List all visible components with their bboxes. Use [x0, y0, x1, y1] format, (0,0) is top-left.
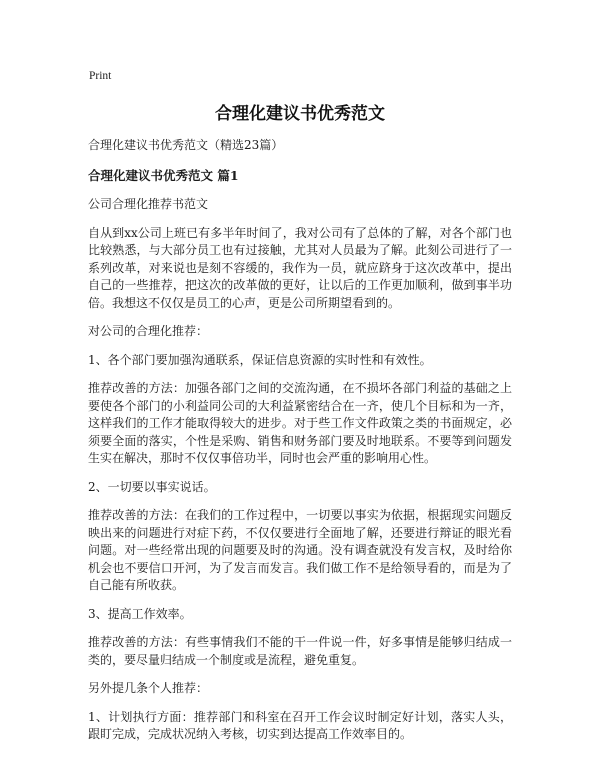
document-subtitle: 合理化建议书优秀范文（精选23篇）: [88, 138, 284, 152]
paragraph: 3、提高工作效率。: [88, 606, 192, 621]
paragraph: 2、一切要以事实说话。: [88, 479, 216, 494]
paragraph: 1、计划执行方面：推荐部门和科室在召开工作会议时制定好计划，落实人头，跟盯完成，完成状况纳入考核，切实到达提高工作效率目的。: [88, 709, 512, 741]
paragraph: 推荐改善的方法：加强各部门之间的交流沟通，在不损坏各部门利益的基础之上要使各个部门的小利益同公司的大利益紧密结合在一齐，使几个目标和为一齐，这样我们的工作才能取得较大的进步。对于些工作文件政策之类的书面规定，必须要全面的落实，个性是采购、销售和财务部门要及时地联系。不要等到问题发生实在解决，那时不仅仅事倍功半，同时也会严重的影响用心性。: [88, 381, 512, 465]
paragraph: 1、各个部门要加强沟通联系，保证信息资源的实时性和有效性。: [88, 352, 432, 367]
print-label: Print: [89, 70, 112, 82]
paragraph: 推荐改善的方法：在我们的工作过程中，一切要以事实为依据，根据现实问题反映出来的问题进行对症下药，不仅仅要进行全面地了解，还要进行辩证的眼光看问题。对一些经常出现的问题要及时的沟通。没有调查就没有发言权，及时给你机会也不要信口开河，为了发言而发言。我们做工作不是给领导看的，而是为了自己能有所收获。: [88, 508, 512, 592]
paragraph: 对公司的合理化推荐：: [88, 324, 209, 338]
section-heading: 合理化建议书优秀范文 篇1: [88, 168, 239, 183]
paragraph: 自从到xx公司上班已有多半年时间了，我对公司有了总体的了解，对各个部门也比较熟悉，与大部分员工也有过接触，尤其对人员最为了解。此刻公司进行了一系列改革，对来说也是刻不容缓的，我作为一员，就应跻身于这次改革中，提出自己的一些推荐，把这次的改革做的更好，让以后的工作更加顺利，做到事半功倍。我想这不仅仅是员工的心声，更是公司所期望看到的。: [88, 225, 512, 310]
paragraph: 另外提几条个人推荐：: [88, 681, 209, 695]
paragraph: 公司合理化推荐书范文: [88, 197, 209, 211]
paragraph: 推荐改善的方法：有些事情我们不能的干一件说一件，好多事情是能够归结成一类的，要尽量归结成一个制度或是流程，避免重复。: [88, 635, 512, 667]
page-title: 合理化建议书优秀范文: [215, 104, 385, 124]
